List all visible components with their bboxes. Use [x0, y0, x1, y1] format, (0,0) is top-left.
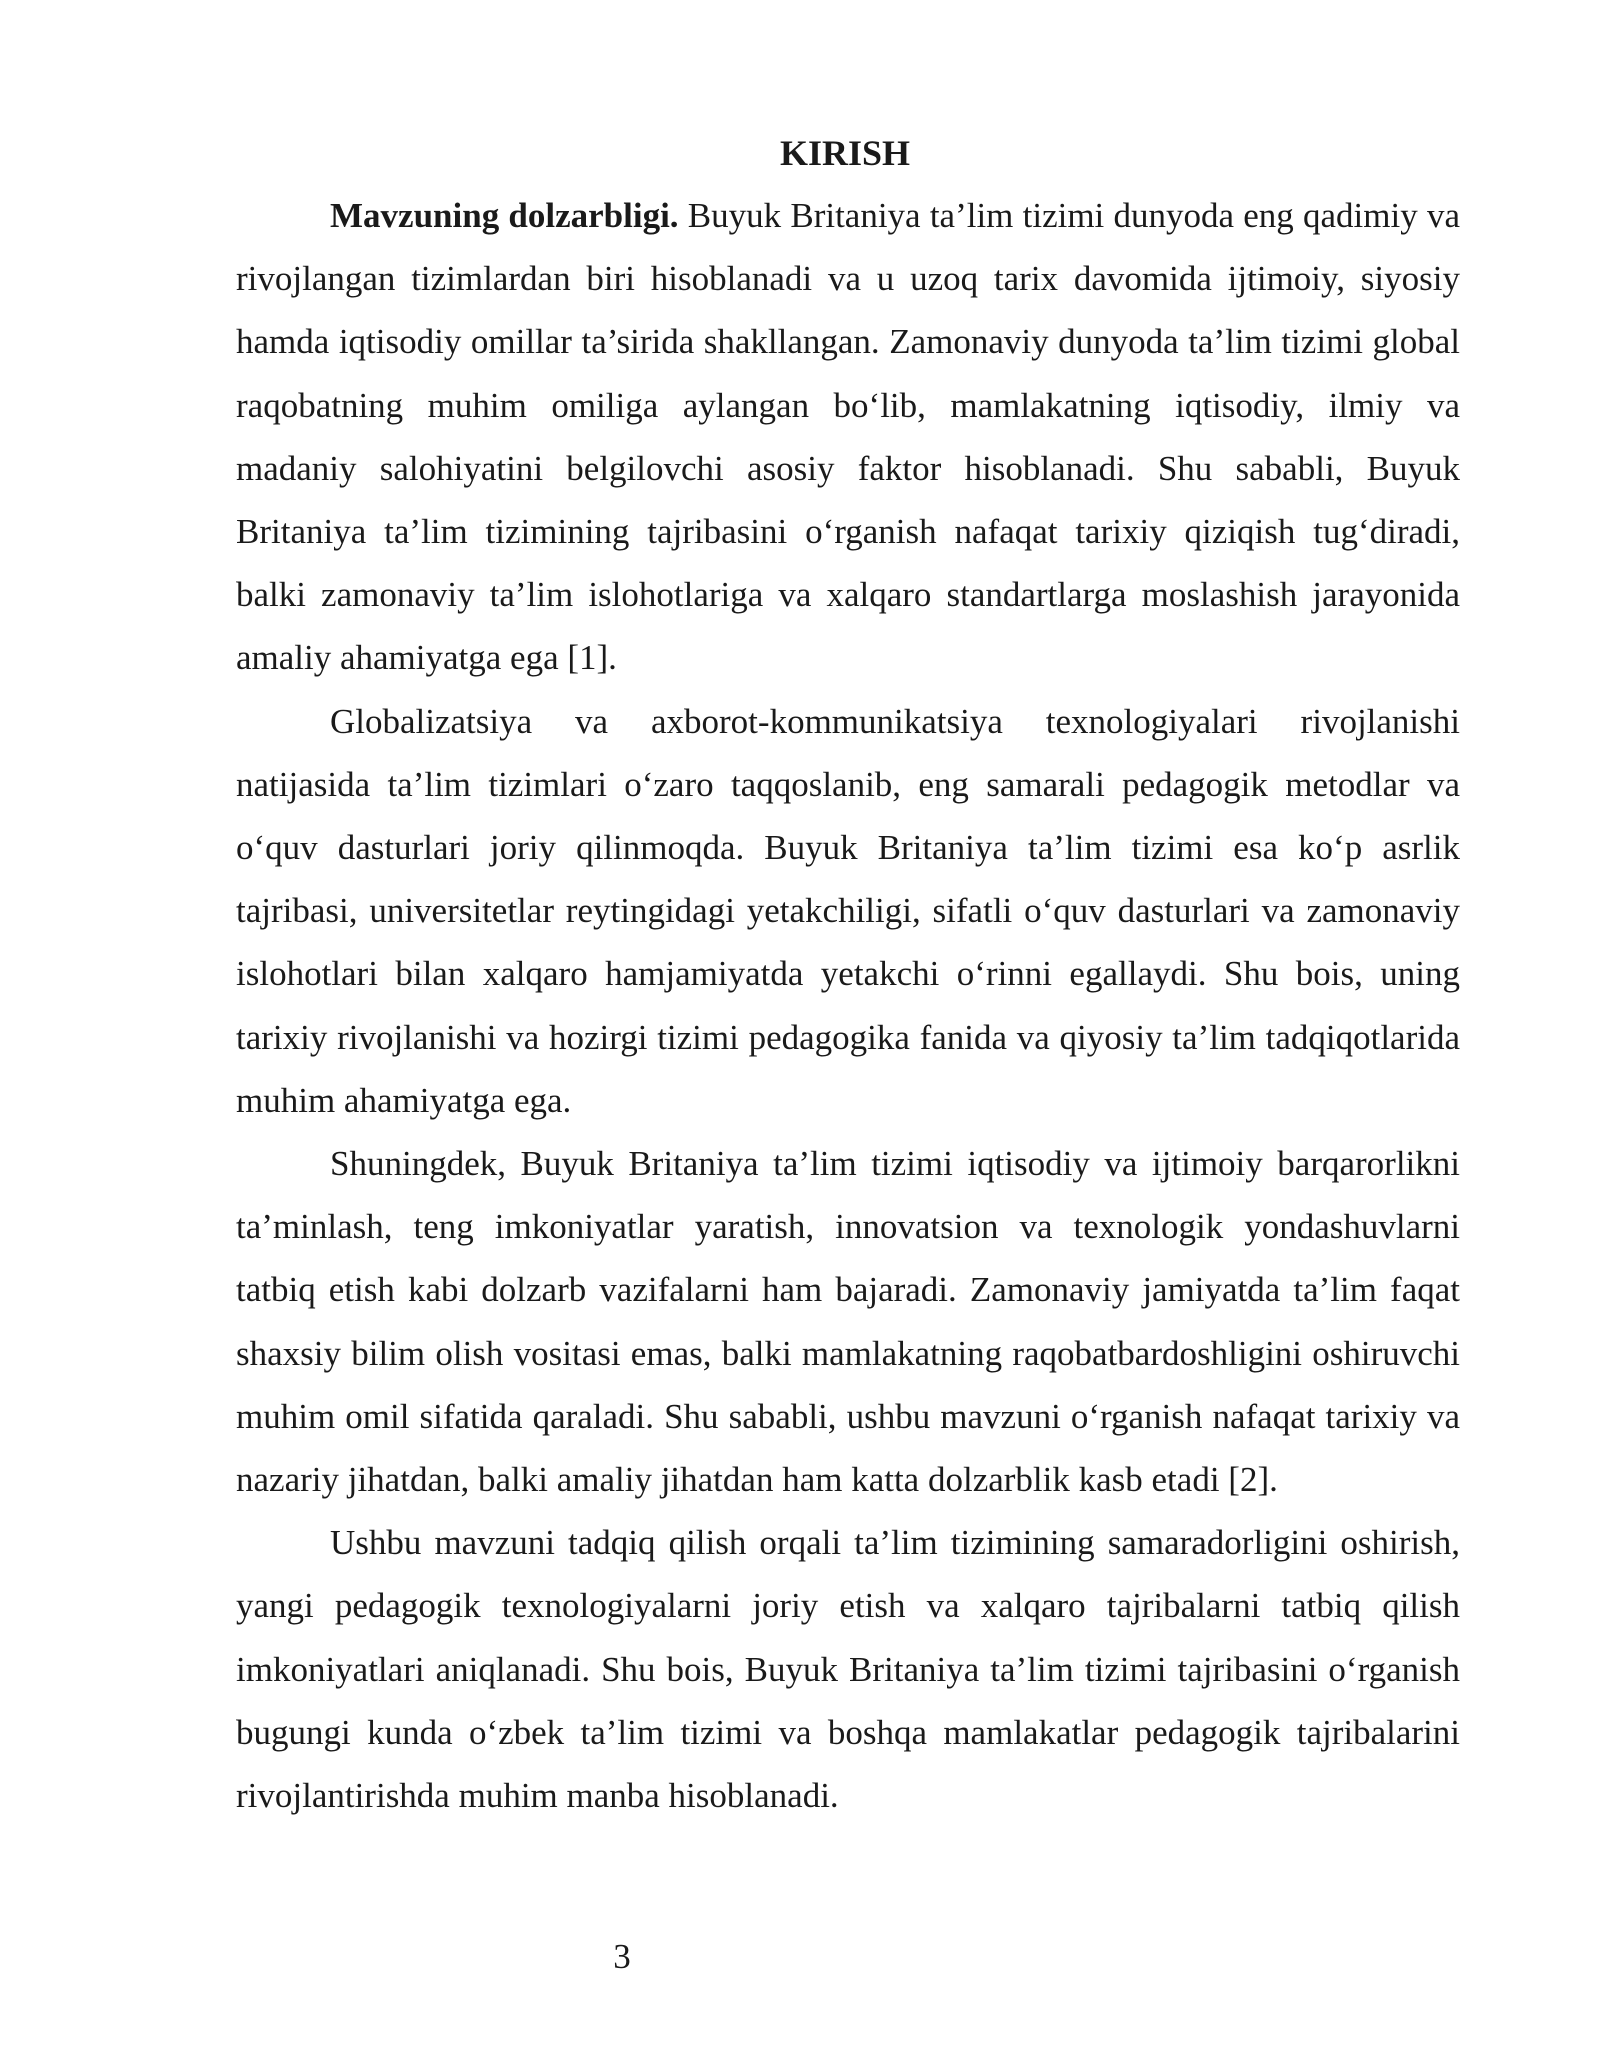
- paragraph-text: Buyuk Britaniya ta’lim tizimi dunyoda eng qadimiy va rivojlangan tizimlardan biri hisoblanadi va u uzoq tarix davomida ijtimoiy, siyosiy hamda iqtisodiy omillar ta’sirida shakllangan. Zamonaviy dunyoda ta’lim tizimi global raqobatning muhim omiliga aylangan bo‘lib, mamlakatning iqtisodiy, ilmiy va madaniy salohiyatini belgilovchi asosiy faktor hisoblanadi. Shu sababli, Buyuk Britaniya ta’lim tizimining tajribasini o‘rganish nafaqat tarixiy qiziqish tug‘diradi, balki zamonaviy ta’lim islohotlariga va xalqaro standartlarga moslashish jarayonida amaliy ahamiyatga ega [1].: [236, 196, 1460, 678]
- paragraph-lead: Mavzuning dolzarbligi.: [330, 196, 679, 235]
- paragraph-4: Ushbu mavzuni tadqiq qilish orqali ta’lim tizimining samaradorligini oshirish, yangi pedagogik texnologiyalarni joriy etish va xalqaro tajribalarni tatbiq qilish imkoniyatlari aniqlanadi. Shu bois, Buyuk Britaniya ta’lim tizimi tajribasini o‘rganish bugungi kunda o‘zbek ta’lim tizimi va boshqa mamlakatlar pedagogik tajribalarini rivojlantirishda muhim manba hisoblanadi.: [236, 1523, 1460, 1816]
- page-number: 3: [613, 1937, 631, 1976]
- body-text: [236, 184, 1460, 1827]
- paragraph-1: [236, 184, 1460, 690]
- page-title: KIRISH: [779, 133, 911, 173]
- paragraph-3: Shuningdek, Buyuk Britaniya ta’lim tizimi iqtisodiy va ijtimoiy barqarorlikni ta’minlash, teng imkoniyatlar yaratish, innovatsion va texnologik yondashuvlarni tatbiq etish kabi dolzarb vazifalarni ham bajaradi. Zamonaviy jamiyatda ta’lim faqat shaxsiy bilim olish vositasi emas, balki mamlakatning raqobatbardoshligini oshiruvchi muhim omil sifatida qaraladi. Shu sababli, ushbu mavzuni o‘rganish nafaqat tarixiy va nazariy jihatdan, balki amaliy jihatdan ham katta dolzarblik kasb etadi [2].: [236, 1144, 1460, 1500]
- paragraph-2: Globalizatsiya va axborot-kommunikatsiya texnologiyalari rivojlanishi natijasida ta’lim tizimlari o‘zaro taqqoslanib, eng samarali pedagogik metodlar va o‘quv dasturlari joriy qilinmoqda. Buyuk Britaniya ta’lim tizimi esa ko‘p asrlik tajribasi, universitetlar reytingidagi yetakchiligi, sifatli o‘quv dasturlari va zamonaviy islohotlari bilan xalqaro hamjamiyatda yetakchi o‘rinni egallaydi. Shu bois, uning tarixiy rivojlanishi va hozirgi tizimi pedagogika fanida va qiyosiy ta’lim tadqiqotlarida muhim ahamiyatga ega.: [236, 701, 1460, 1120]
